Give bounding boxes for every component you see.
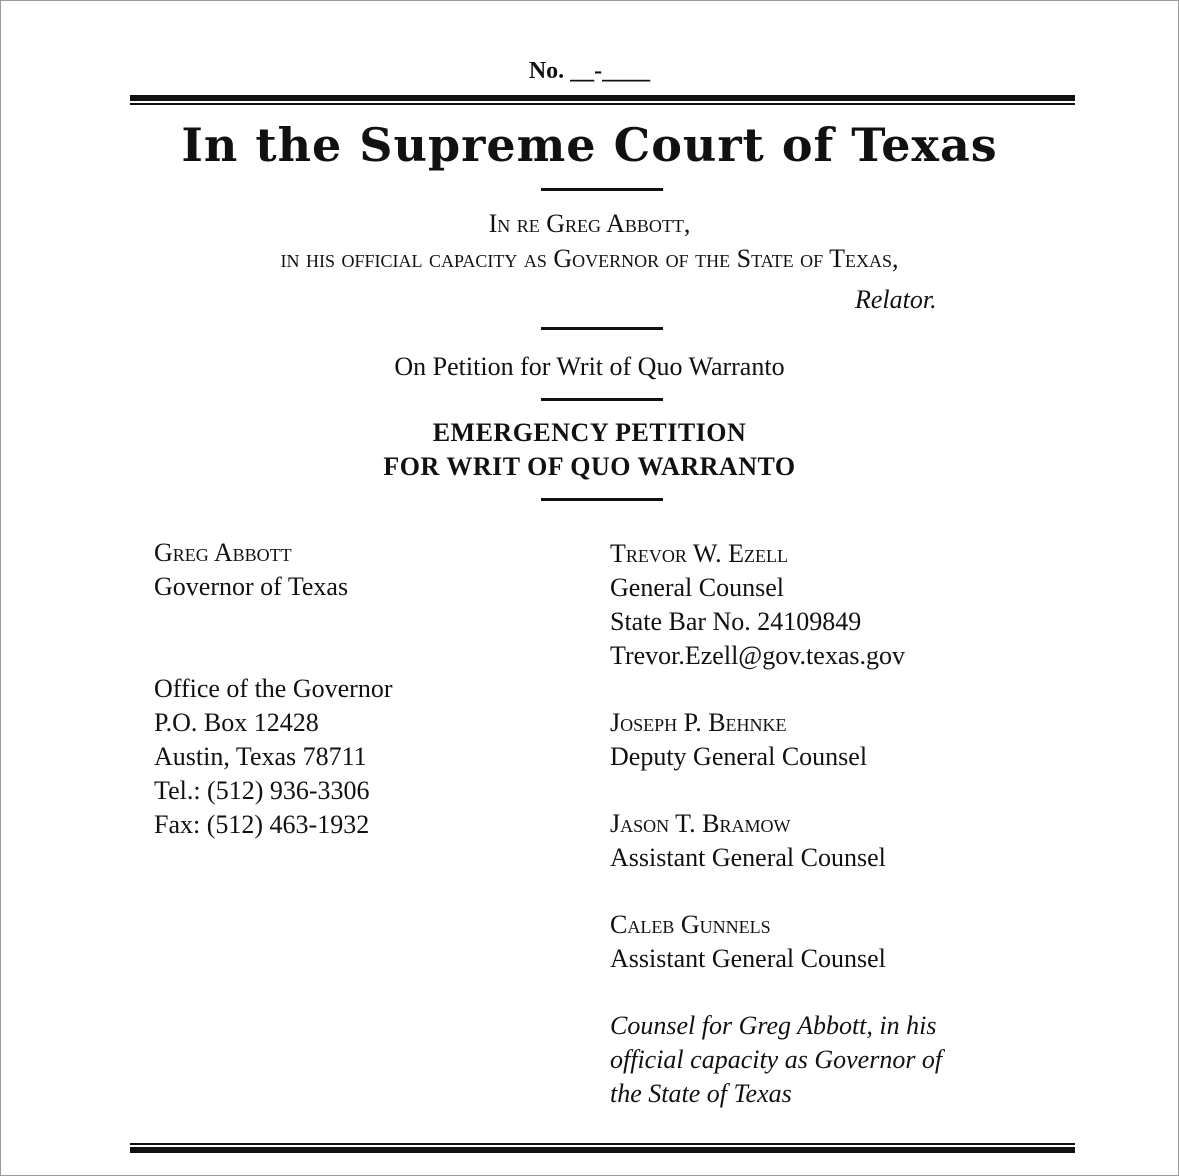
counsel-detail: State Bar No. 24109849 [610, 607, 862, 636]
counsel-block [610, 537, 905, 673]
phone-line: Tel.: (512) 936-3306 [154, 776, 370, 805]
governor-address-block [154, 672, 392, 842]
section-divider [541, 398, 663, 401]
counsel-name: Trevor W. Ezell [610, 539, 788, 568]
document-title-line-1: EMERGENCY PETITION [432, 418, 747, 447]
governor-name: Greg Abbott [154, 538, 292, 567]
counsel-block [610, 908, 886, 976]
counsel-for-line: the State of Texas [610, 1079, 792, 1108]
bottom-rule-thick [130, 1147, 1075, 1153]
address-line: Office of the Governor [154, 674, 393, 703]
bottom-rule-thin [130, 1143, 1075, 1145]
counsel-for-line: Counsel for Greg Abbott, in his [610, 1011, 937, 1040]
counsel-block [610, 706, 867, 774]
counsel-detail: Deputy General Counsel [610, 742, 868, 771]
counsel-detail: Assistant General Counsel [610, 843, 886, 872]
counsel-name: Caleb Gunnels [610, 910, 771, 939]
proceeding-line: On Petition for Writ of Quo Warranto [394, 352, 785, 381]
section-divider [541, 188, 663, 191]
governor-title: Governor of Texas [154, 572, 349, 601]
top-rule-thin [130, 103, 1075, 105]
caption-line-1: In re Greg Abbott, [488, 209, 691, 238]
caption-line-2: in his official capacity as Governor of the State of Texas, [280, 244, 899, 273]
counsel-for-line: official capacity as Governor of [610, 1045, 943, 1074]
section-divider [541, 327, 663, 330]
case-number: No. __-____ [528, 58, 651, 84]
counsel-detail: Assistant General Counsel [610, 944, 886, 973]
counsel-block [610, 807, 886, 875]
party-role: Relator. [855, 285, 937, 314]
address-line: Austin, Texas 78711 [154, 742, 367, 771]
governor-block [154, 536, 348, 604]
section-divider [541, 498, 663, 501]
counsel-name: Jason T. Bramow [610, 809, 791, 838]
counsel-for-block [610, 1009, 942, 1111]
document-title-line-2: FOR WRIT OF QUO WARRANTO [383, 452, 796, 481]
court-name: In the Supreme Court of Texas [181, 118, 998, 172]
top-rule-thick [130, 95, 1075, 101]
address-line: P.O. Box 12428 [154, 708, 319, 737]
fax-line: Fax: (512) 463-1932 [154, 810, 370, 839]
counsel-detail: General Counsel [610, 573, 785, 602]
counsel-name: Joseph P. Behnke [610, 708, 787, 737]
counsel-email: Trevor.Ezell@gov.texas.gov [610, 641, 905, 670]
